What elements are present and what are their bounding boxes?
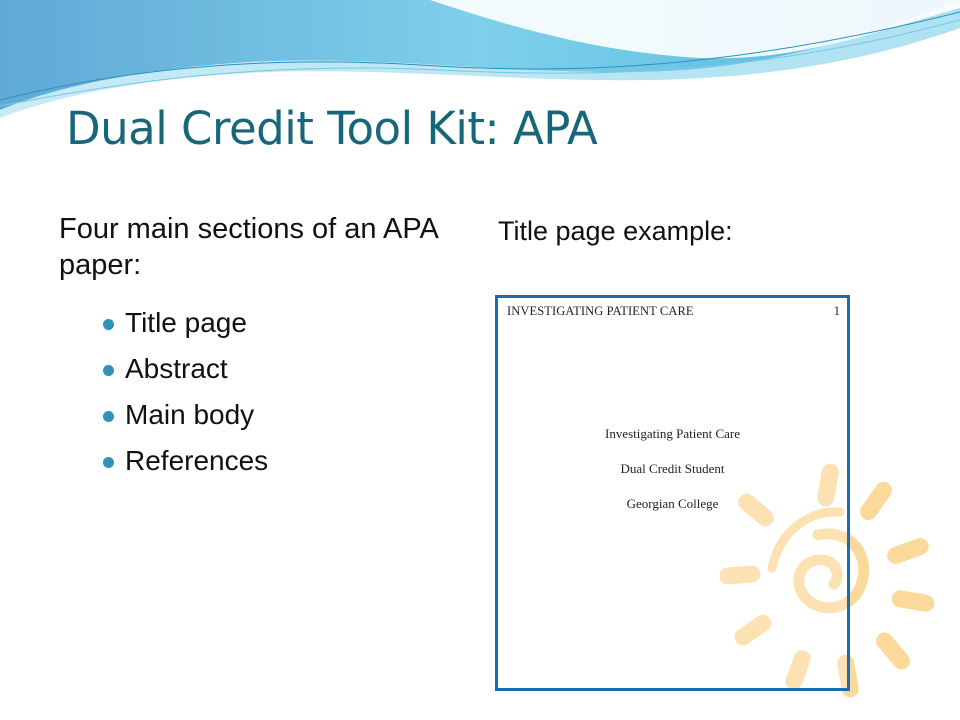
list-item-label: Main body [125, 399, 255, 430]
example-heading: Title page example: [498, 216, 733, 246]
author-name: Dual Credit Student [620, 461, 725, 476]
list-item-label: Abstract [125, 353, 228, 384]
slide-title: Dual Credit Tool Kit: APA [66, 102, 598, 155]
bullet-icon [103, 319, 114, 330]
bullet-icon [103, 365, 114, 376]
institution-name: Georgian College [626, 496, 719, 511]
list-item-label: Title page [125, 307, 247, 338]
bullet-icon [103, 457, 114, 468]
page-number: 1 [833, 304, 840, 318]
bullet-icon [103, 411, 114, 422]
list-item [100, 300, 268, 346]
running-head: INVESTIGATING PATIENT CARE [507, 304, 694, 318]
title-page-example [495, 295, 850, 691]
sections-list [100, 300, 268, 484]
list-item [100, 392, 268, 438]
sections-heading: Four main sections of an APA paper: [59, 213, 438, 281]
list-item-label: References [125, 445, 269, 476]
list-item [100, 438, 268, 484]
paper-title: Investigating Patient Care [604, 426, 741, 441]
list-item [100, 346, 268, 392]
